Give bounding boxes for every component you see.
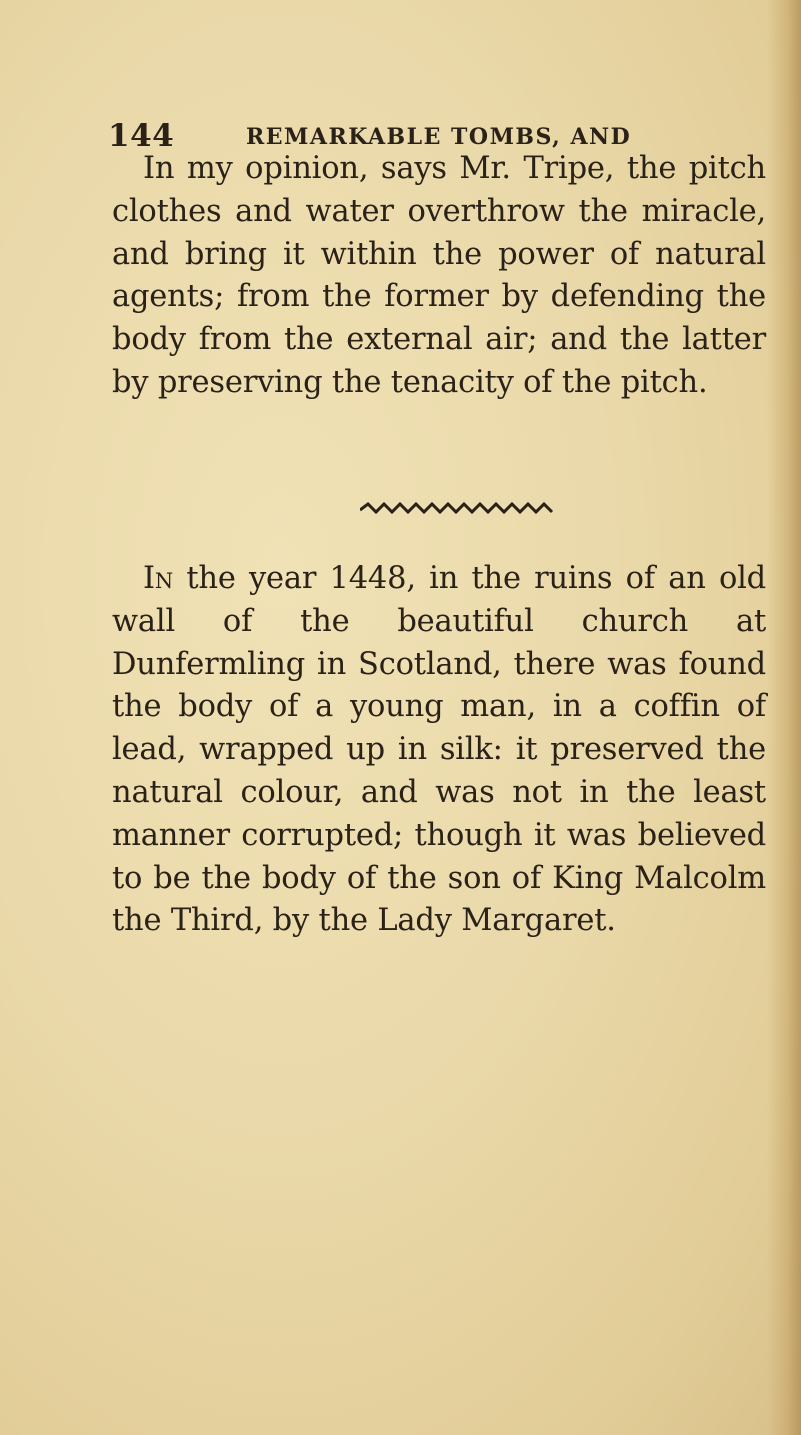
page-number: 144 (108, 118, 175, 154)
paragraph-dunfermling (112, 558, 766, 943)
paragraph-body: the year 1448, in the ruins of an old wall of the beautiful church at Dunfermling in Scotland, there was found the body of a young man, in a coffin of lead, wrapped up in silk: it preserved the natural colour, and was not in the least manner corrupted; though it was believed to be the body of the son of King Malcolm the Third, by the Lady Margaret. (112, 561, 766, 939)
paragraph-lead-smallcaps: In (143, 561, 174, 596)
paragraph-tripe-opinion: In my opinion, says Mr. Tripe, the pitch clothes and water overthrow the miracle, and bring it within the power of natural agents; from the former by defending the body from the external air; and the latter by preserving the tenacity of the pitch. (112, 151, 766, 400)
zigzag-rule-ornament (360, 500, 555, 516)
running-title: REMARKABLE TOMBS, AND (246, 124, 632, 150)
page-edge-shadow (767, 0, 801, 1435)
